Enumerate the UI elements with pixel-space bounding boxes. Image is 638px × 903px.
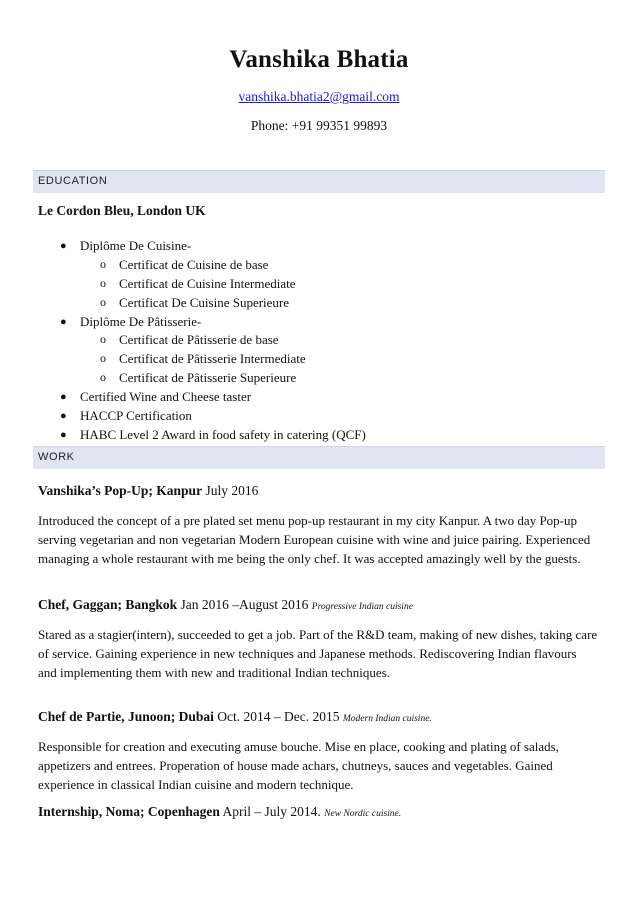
list-item: Certified Wine and Cheese taster	[80, 389, 252, 404]
candidate-name: Vanshika Bhatia	[229, 46, 409, 73]
job-dates: April – July 2014.	[222, 804, 321, 819]
job-description: Introduced the concept of a pre plated set menu pop-up restaurant in my city Kanpur. A two day Pop-up serving vegetarian and non vegetarian Modern European cuisine with wine and juice pairing. Experienced managing a whole restaurant with me being the only chef. It was accepted amazingly well by the guests.	[38, 513, 591, 566]
email-link[interactable]: vanshika.bhatia2@gmail.com	[238, 89, 400, 104]
list-item: HACCP Certification	[80, 408, 192, 423]
list-item: Certificat de Pâtisserie Intermediate	[119, 351, 306, 366]
circle-bullet-icon: o	[100, 257, 106, 271]
list-item: HABC Level 2 Award in food safety in catering (QCF)	[80, 427, 366, 442]
job-dates: Oct. 2014 – Dec. 2015	[217, 709, 340, 724]
job-title: Chef, Gaggan; Bangkok	[38, 597, 178, 612]
education-section-title: EDUCATION	[38, 175, 108, 187]
education-section-header	[33, 170, 605, 193]
job-heading	[38, 709, 432, 725]
circle-bullet-icon: o	[100, 276, 106, 290]
bullet-icon: ●	[60, 391, 67, 403]
bullet-icon: ●	[60, 316, 67, 328]
job-dates: Jan 2016 –August 2016	[180, 597, 309, 612]
bullet-icon: ●	[60, 429, 67, 441]
work-section-header	[33, 446, 605, 469]
job-note: New Nordic cuisine.	[324, 809, 402, 819]
phone-number: Phone: +91 99351 99893	[250, 118, 388, 133]
list-item: Diplôme De Cuisine-	[80, 238, 192, 253]
job-heading	[38, 804, 401, 820]
job-dates: July 2016	[205, 483, 259, 498]
circle-bullet-icon: o	[100, 295, 106, 309]
job-note: Progressive Indian cuisine	[311, 602, 413, 612]
job-description: Responsible for creation and executing amuse bouche. Mise en place, cooking and plating of salads, appetizers and entrees. Properation of house made achars, chutneys, sauces and vegetables. Gained experience in classical Indian cuisine and modern technique.	[38, 739, 559, 792]
bullet-icon: ●	[60, 240, 67, 252]
list-item: Certificat De Cuisine Superieure	[119, 295, 290, 310]
job-heading	[38, 483, 258, 499]
list-item: Certificat de Cuisine Intermediate	[119, 276, 296, 291]
list-item: Certificat de Cuisine de base	[119, 257, 269, 272]
list-item: Diplôme De Pâtisserie-	[80, 314, 202, 329]
work-section-title: WORK	[38, 451, 75, 463]
circle-bullet-icon: o	[100, 351, 106, 365]
job-title: Internship, Noma; Copenhagen	[38, 804, 220, 819]
list-item: Certificat de Pâtisserie de base	[119, 332, 279, 347]
job-description: Stared as a stagier(intern), succeeded to get a job. Part of the R&D team, making of new dishes, taking care of service. Gaining experience in new techniques and Japanese methods. Rediscovering Indian flavours and implementing them with new and traditional Indian techniques.	[38, 627, 598, 680]
job-title: Chef de Partie, Junoon; Dubai	[38, 709, 214, 724]
circle-bullet-icon: o	[100, 370, 106, 384]
school-name: Le Cordon Bleu, London UK	[38, 203, 206, 218]
circle-bullet-icon: o	[100, 332, 106, 346]
list-item: Certificat de Pâtisserie Superieure	[119, 370, 297, 385]
job-note: Modern Indian cuisine.	[342, 714, 432, 724]
job-title: Vanshika’s Pop-Up; Kanpur	[38, 483, 203, 498]
bullet-icon: ●	[60, 410, 67, 422]
job-heading	[38, 597, 413, 613]
